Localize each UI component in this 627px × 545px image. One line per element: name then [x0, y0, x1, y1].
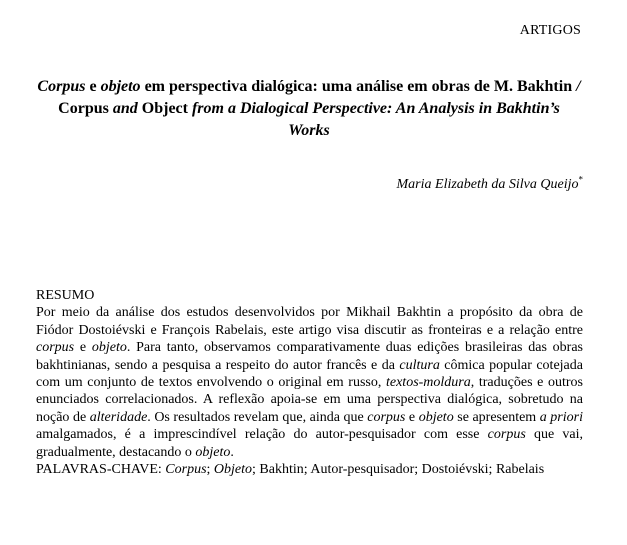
abstract-text: Por meio da análise dos estudos desenvolvidos por Mikhail Bakhtin a propósito da obra de Fiódor Dostoiévski e François Rabelais, este artigo visa discutir as fronteiras e a relação entre	[36, 305, 583, 338]
abstract-text: . Os resultados revelam que, ainda que	[147, 409, 368, 425]
title-part: e	[85, 78, 101, 95]
keywords-label: PALAVRAS-CHAVE:	[36, 462, 162, 478]
author-name: Maria Elizabeth da Silva Queijo	[396, 177, 579, 192]
abstract-term: objeto	[195, 444, 231, 460]
abstract-term: objeto	[418, 409, 454, 425]
abstract-text: cômica popular cotejada com um conjunto de textos envolvendo o original em russo,	[36, 357, 583, 391]
abstract-term: alteridade	[89, 409, 148, 425]
section-label: ARTIGOS	[519, 23, 581, 38]
keyword: Objeto	[213, 462, 253, 478]
abstract-term: corpus	[36, 340, 75, 356]
author-footnote-marker[interactable]: *	[578, 174, 583, 185]
author-byline	[396, 174, 583, 193]
abstract-text: se apresentem	[453, 409, 540, 425]
title-part: from a Dialogical Perspective: An Analysis in Bakhtin’s Works	[191, 100, 560, 139]
abstract-term: cultura	[399, 357, 440, 373]
abstract-text: . Para tanto, observamos comparativamente duas edições brasileiras das obras bakhtinianas, sendo a pesquisa a respeito do autor francês e da	[36, 340, 583, 373]
abstract-text: e	[74, 340, 92, 356]
abstract	[36, 287, 583, 478]
abstract-text: , traduções e outros enunciados correlacionados. A reflexão apoia-se em uma perspectiva dialógica, sobretudo na noção de	[36, 375, 583, 425]
abstract-term: textos-moldura	[385, 375, 471, 391]
keyword: Corpus	[165, 462, 207, 478]
title-part: Object	[137, 100, 192, 117]
keywords	[36, 461, 583, 478]
abstract-text: que vai, gradualmente, destacando o	[36, 427, 583, 460]
abstract-term: objeto	[91, 340, 127, 356]
abstract-body	[36, 304, 583, 461]
abstract-heading: RESUMO	[36, 288, 95, 303]
title-part: objeto	[100, 78, 141, 95]
title-part: and	[112, 100, 138, 117]
title-part: Corpus	[37, 78, 86, 95]
title-part: Corpus	[58, 100, 113, 117]
keyword-list: ; Bakhtin; Autor-pesquisador; Dostoiévski; Rabelais	[252, 462, 545, 478]
abstract-text: e	[405, 409, 419, 425]
title-part: /	[576, 78, 581, 95]
article-title	[36, 76, 582, 142]
abstract-term: corpus	[367, 409, 406, 425]
abstract-term: a priori	[539, 409, 583, 425]
abstract-text: amalgamados, é a imprescindível relação do autor-pesquisador com esse	[36, 427, 488, 443]
abstract-term: corpus	[487, 427, 526, 443]
abstract-text: .	[230, 444, 234, 460]
keyword-separator: ;	[206, 462, 214, 478]
title-part: em perspectiva dialógica: uma análise em obras de M. Bakhtin	[140, 78, 577, 95]
